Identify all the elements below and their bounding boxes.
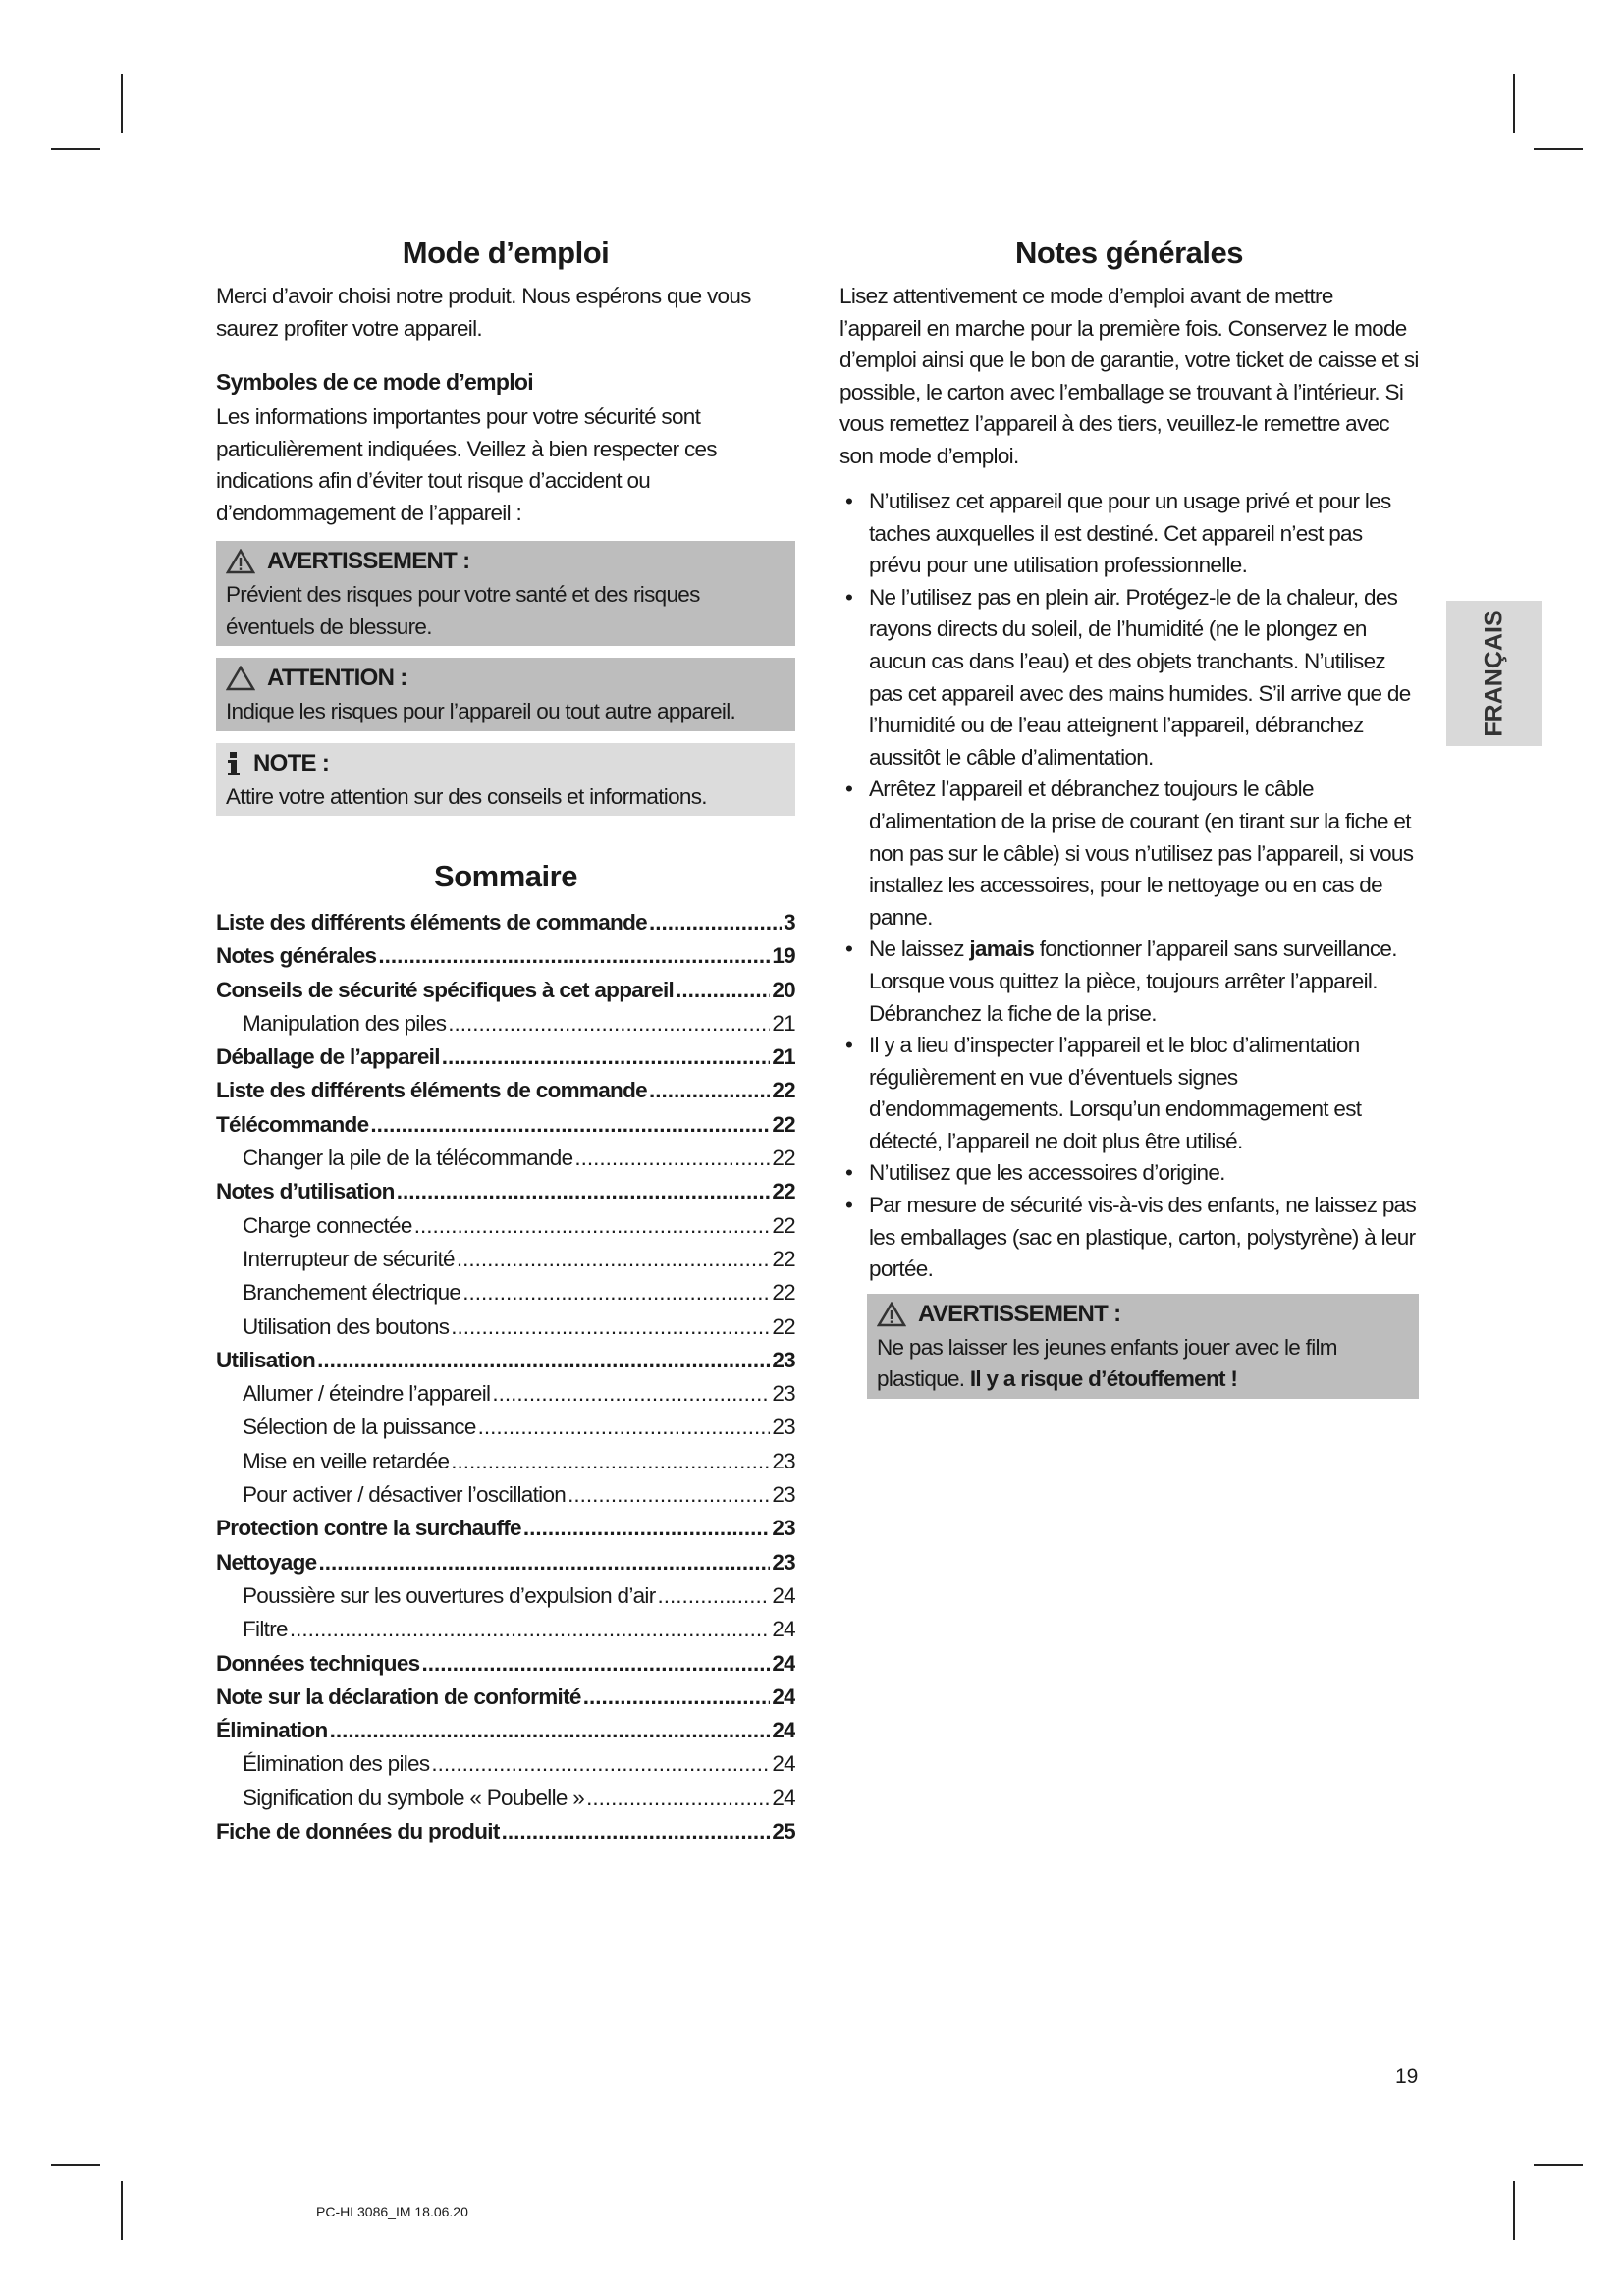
toc-entry-label: Pour activer / désactiver l’oscillation	[243, 1482, 567, 1508]
toc-leader-dots	[318, 1546, 770, 1579]
toc-entry-label: Télécommande	[216, 1111, 369, 1137]
toc-leader-dots	[649, 1074, 770, 1107]
toc-entry-label: Interrupteur de sécurité	[243, 1246, 455, 1271]
toc-title: Sommaire	[434, 859, 577, 893]
caution-text: Indique les risques pour l’appareil ou tout autre appareil.	[226, 699, 736, 723]
plastic-warning-bold: Il y a risque d’étouffement !	[969, 1366, 1238, 1392]
crop-mark	[1534, 148, 1583, 150]
toc-entry[interactable]	[216, 1041, 795, 1074]
toc-entry[interactable]	[216, 1142, 795, 1175]
toc-entry-label: Utilisation	[216, 1347, 316, 1372]
toc-entry-page: 22	[772, 1146, 795, 1171]
toc-leader-dots	[330, 1714, 771, 1747]
plastic-warning-box	[867, 1294, 1419, 1399]
toc-leader-dots	[290, 1613, 771, 1646]
toc-entry[interactable]	[216, 1647, 795, 1681]
toc-leader-dots	[523, 1512, 770, 1545]
toc-entry-page: 23	[772, 1549, 795, 1575]
toc-entry[interactable]	[216, 1175, 795, 1208]
toc-entry-page: 22	[772, 1313, 795, 1339]
toc-entry-page: 19	[772, 943, 795, 969]
toc-entry-page: 24	[772, 1683, 795, 1709]
toc-entry[interactable]	[216, 906, 795, 939]
toc-entry-page: 23	[772, 1448, 795, 1473]
toc-leader-dots	[492, 1377, 770, 1411]
safety-list-item	[839, 1157, 1419, 1190]
toc-entry-page: 24	[772, 1617, 795, 1642]
toc-entry-label: Liste des différents éléments de commande	[216, 910, 647, 934]
plastic-warning-title: AVERTISSEMENT :	[918, 1300, 1121, 1327]
caution-title: ATTENTION :	[267, 665, 407, 691]
info-icon	[226, 751, 242, 776]
toc-entry[interactable]	[216, 1782, 795, 1815]
toc-leader-dots	[502, 1815, 771, 1848]
language-tab-label: FRANÇAIS	[1480, 610, 1507, 737]
toc-entry-page: 3	[784, 910, 795, 934]
toc-entry-label: Changer la pile de la télécommande	[243, 1146, 573, 1171]
toc-entry[interactable]	[216, 1747, 795, 1781]
caution-icon	[226, 666, 255, 691]
item-text: N’utilisez que les accessoires d’origine.	[869, 1160, 1225, 1186]
toc-entry-label: Notes d’utilisation	[216, 1179, 395, 1204]
toc-entry[interactable]	[216, 974, 795, 1007]
toc-entry-page: 22	[772, 1179, 795, 1204]
crop-mark	[51, 148, 100, 150]
toc-leader-dots	[574, 1142, 770, 1175]
item-text: fonctionner l’appareil sans surveillance. Lorsque vous quittez la pièce, toujours arrêter l’appareil. Débranchez la fiche de la prise.	[869, 936, 1397, 1026]
toc-leader-dots	[397, 1175, 771, 1208]
warning-text: Prévient des risques pour votre santé et des risques éventuels de blessure.	[226, 582, 700, 639]
safety-list	[839, 486, 1419, 1286]
toc-leader-dots	[451, 1310, 770, 1344]
toc-entry-page: 23	[772, 1415, 795, 1440]
safety-list-item	[839, 1030, 1419, 1157]
item-text: N’utilisez cet appareil que pour un usage privé et pour les taches auxquelles il est destiné. Cet appareil n’est pas prévu pour une utilisation professionnelle.	[869, 489, 1391, 578]
language-tab	[1446, 601, 1542, 746]
toc-leader-dots	[583, 1681, 771, 1714]
toc-leader-dots	[451, 1445, 770, 1478]
toc-leader-dots	[586, 1782, 770, 1815]
toc-leader-dots	[462, 1276, 770, 1309]
toc-entry-page: 21	[772, 1044, 795, 1070]
toc-entry-page: 22	[772, 1111, 795, 1137]
toc-entry[interactable]	[216, 1411, 795, 1444]
toc-leader-dots	[370, 1108, 770, 1142]
toc-leader-dots	[442, 1041, 771, 1074]
symbols-text: Les informations importantes pour votre sécurité sont particulièrement indiquées. Veillez à bien respecter ces indications afin d’éviter tout risque d’accident ou d’endommagement de l’appareil :	[216, 404, 717, 525]
toc-entry-label: Sélection de la puissance	[243, 1415, 476, 1440]
toc-entry-label: Liste des différents éléments de commande	[216, 1078, 647, 1103]
toc-leader-dots	[649, 906, 782, 939]
toc-entry-label: Manipulation des piles	[243, 1010, 447, 1036]
toc-leader-dots	[317, 1344, 770, 1377]
toc-leader-dots	[568, 1478, 770, 1512]
crop-mark	[1513, 74, 1515, 133]
toc-entry-label: Notes générales	[216, 943, 377, 969]
toc-entry[interactable]	[216, 1310, 795, 1344]
toc-leader-dots	[658, 1579, 771, 1613]
toc-entry[interactable]	[216, 1344, 795, 1377]
toc-entry-page: 23	[772, 1482, 795, 1508]
toc-entry-page: 24	[772, 1650, 795, 1676]
caution-box	[216, 658, 795, 731]
title-mode-emploi: Mode d’emploi	[402, 236, 610, 270]
safety-list-item	[839, 582, 1419, 774]
toc-entry-page: 24	[772, 1751, 795, 1777]
warning-icon	[877, 1302, 906, 1327]
toc-entry-page: 21	[772, 1010, 795, 1036]
right-column	[839, 232, 1419, 1399]
toc-entry-label: Branchement électrique	[243, 1280, 461, 1306]
toc-entry[interactable]	[216, 1377, 795, 1411]
safety-list-item	[839, 486, 1419, 582]
note-text: Attire votre attention sur des conseils et informations.	[226, 783, 707, 809]
crop-mark	[51, 2164, 100, 2166]
toc-leader-dots	[676, 974, 770, 1007]
toc-leader-dots	[421, 1647, 770, 1681]
warning-box	[216, 541, 795, 646]
toc-entry[interactable]	[216, 1681, 795, 1714]
item-text: Par mesure de sécurité vis-à-vis des enfants, ne laissez pas les emballages (sac en plastique, carton, polystyrène) à leur portée.	[869, 1193, 1417, 1282]
toc-entry[interactable]	[216, 1007, 795, 1041]
toc-entry[interactable]	[216, 1512, 795, 1545]
toc-entry-page: 20	[772, 977, 795, 1002]
toc-leader-dots	[431, 1747, 770, 1781]
toc-entry[interactable]	[216, 1445, 795, 1478]
warning-title: AVERTISSEMENT :	[267, 548, 470, 574]
toc-entry-label: Déballage de l’appareil	[216, 1044, 440, 1070]
item-emphasis: jamais	[969, 936, 1035, 962]
safety-list-item	[839, 774, 1419, 934]
footer-code: PC-HL3086_IM 18.06.20	[316, 2204, 468, 2219]
toc-entry[interactable]	[216, 1243, 795, 1276]
table-of-contents	[216, 906, 795, 1848]
note-box	[216, 743, 795, 817]
plastic-warning-text: Ne pas laisser les jeunes enfants jouer avec le film plastique.	[877, 1334, 1337, 1392]
toc-entry[interactable]	[216, 1815, 795, 1848]
left-column	[216, 232, 795, 1848]
toc-entry-page: 24	[772, 1718, 795, 1743]
toc-entry[interactable]	[216, 939, 795, 973]
toc-entry-label: Élimination des piles	[243, 1751, 430, 1777]
toc-entry-label: Protection contre la surchauffe	[216, 1516, 521, 1541]
item-text: Arrêtez l’appareil et débranchez toujours le câble d’alimentation de la prise de courant (en tirant sur la fiche et non pas sur le câble) si vous n’utilisez pas l’appareil, si vous installez les accessoires, pour le nettoyage ou en cas de panne.	[869, 776, 1414, 930]
toc-entry-label: Allumer / éteindre l’appareil	[243, 1381, 491, 1407]
symbols-heading: Symboles de ce mode d’emploi	[216, 369, 533, 395]
toc-entry-page: 23	[772, 1381, 795, 1407]
note-title: NOTE :	[253, 749, 330, 776]
notes-intro: Lisez attentivement ce mode d’emploi avant de mettre l’appareil en marche pour la première fois. Conservez le mode d’emploi ainsi que le bon de garantie, votre ticket de caisse et si possible, le carton avec l’emballage se trouvant à l’intérieur. Si vous remettez l’appareil à des tiers, veuillez-le remettre avec son mode d’emploi.	[839, 284, 1419, 468]
safety-list-item	[839, 934, 1419, 1030]
toc-entry-page: 22	[772, 1212, 795, 1238]
toc-entry-label: Nettoyage	[216, 1549, 317, 1575]
item-text: Ne l’utilisez pas en plein air. Protégez-le de la chaleur, des rayons directs du soleil, de l’humidité (ne le plongez en aucun cas dans l’eau) et des objets tranchants. N’utilisez pas cet appareil avec des mains humides. S’il arrive que de l’humidité ou de l’eau atteignent l’appareil, débranchez aussitôt le câble d’alimentation.	[869, 584, 1411, 770]
toc-entry-page: 22	[772, 1246, 795, 1271]
toc-entry[interactable]	[216, 1108, 795, 1142]
toc-entry[interactable]	[216, 1478, 795, 1512]
item-text: Il y a lieu d’inspecter l’appareil et le bloc d’alimentation régulièrement en vue d’éventuels signes d’endommagements. Lorsqu’un endommagement est détecté, l’appareil ne doit plus être utilisé.	[869, 1033, 1362, 1153]
warning-icon	[226, 549, 255, 574]
toc-entry-page: 22	[772, 1280, 795, 1306]
toc-entry-page: 23	[772, 1347, 795, 1372]
toc-entry[interactable]	[216, 1579, 795, 1613]
title-notes-generales: Notes générales	[1015, 236, 1243, 270]
toc-entry[interactable]	[216, 1074, 795, 1107]
toc-leader-dots	[378, 939, 770, 973]
toc-entry-page: 25	[772, 1819, 795, 1844]
crop-mark	[121, 74, 123, 133]
page-number: 19	[1395, 2065, 1419, 2088]
intro-text: Merci d’avoir choisi notre produit. Nous espérons que vous saurez profiter votre appareil.	[216, 284, 751, 341]
toc-entry-label: Données techniques	[216, 1650, 420, 1676]
crop-mark	[121, 2181, 123, 2240]
toc-entry[interactable]	[216, 1276, 795, 1309]
toc-leader-dots	[457, 1243, 771, 1276]
toc-entry-label: Charge connectée	[243, 1212, 412, 1238]
toc-entry-page: 24	[772, 1582, 795, 1608]
toc-entry-label: Note sur la déclaration de conformité	[216, 1683, 581, 1709]
safety-list-item	[839, 1190, 1419, 1286]
toc-entry-label: Fiche de données du produit	[216, 1819, 500, 1844]
toc-entry-label: Poussière sur les ouvertures d’expulsion d’air	[243, 1582, 656, 1608]
item-prefix: Ne laissez	[869, 936, 970, 962]
toc-entry-label: Utilisation des boutons	[243, 1313, 450, 1339]
toc-entry-label: Conseils de sécurité spécifiques à cet appareil	[216, 977, 675, 1002]
toc-entry-label: Filtre	[243, 1617, 288, 1642]
toc-entry-label: Mise en veille retardée	[243, 1448, 450, 1473]
toc-entry[interactable]	[216, 1209, 795, 1243]
toc-entry[interactable]	[216, 1546, 795, 1579]
toc-entry[interactable]	[216, 1613, 795, 1646]
toc-entry-page: 23	[772, 1516, 795, 1541]
crop-mark	[1513, 2181, 1515, 2240]
toc-leader-dots	[478, 1411, 771, 1444]
toc-leader-dots	[448, 1007, 770, 1041]
crop-mark	[1534, 2164, 1583, 2166]
toc-leader-dots	[414, 1209, 771, 1243]
toc-entry-page: 22	[772, 1078, 795, 1103]
toc-entry-page: 24	[772, 1785, 795, 1810]
toc-entry-label: Signification du symbole « Poubelle »	[243, 1785, 585, 1810]
toc-entry-label: Élimination	[216, 1718, 328, 1743]
toc-entry[interactable]	[216, 1714, 795, 1747]
